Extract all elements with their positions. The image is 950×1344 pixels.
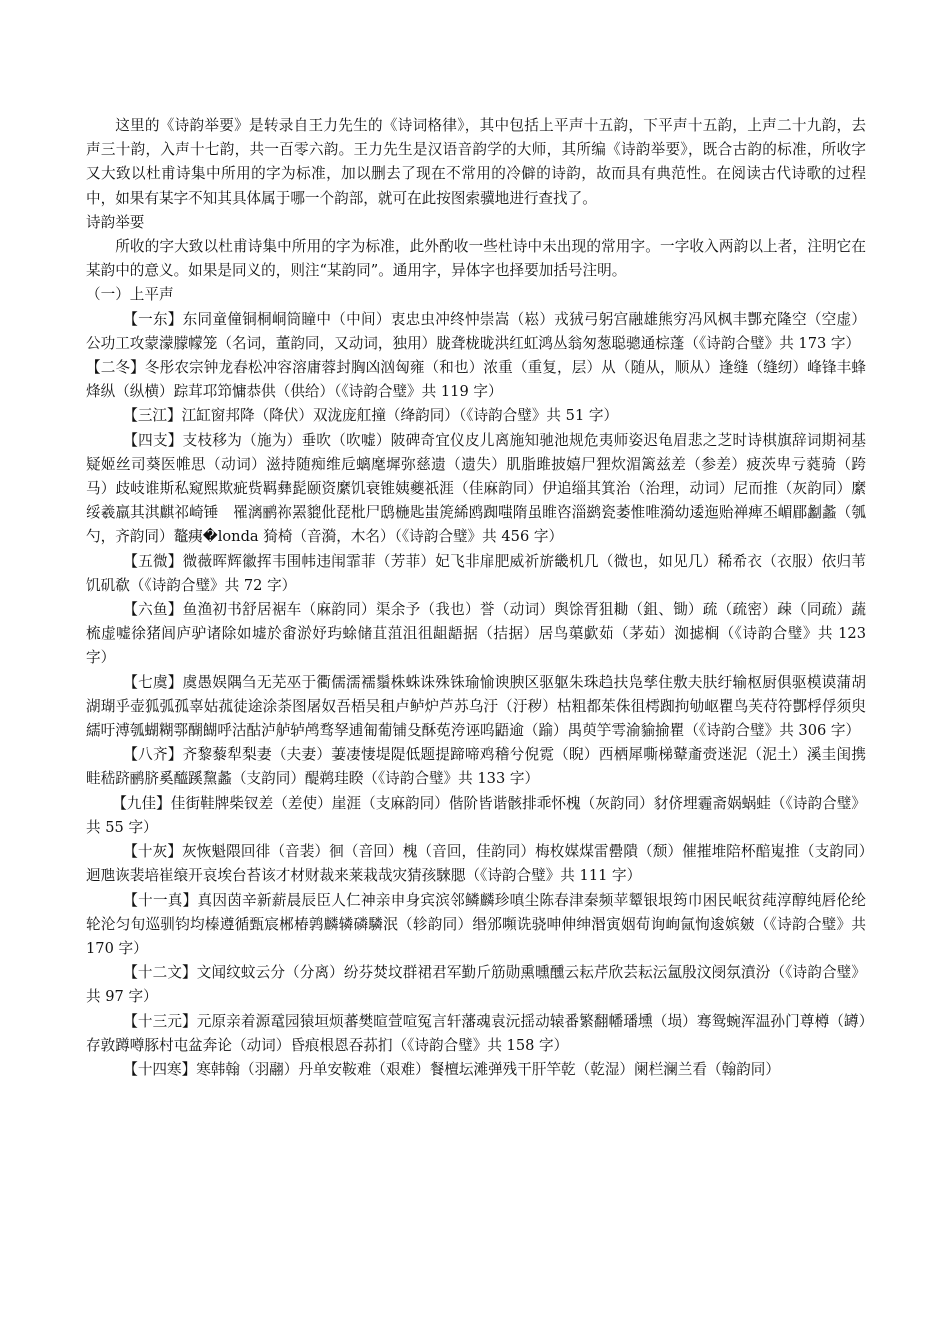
rhyme-entry-liuyu: 【六鱼】鱼渔初书舒居裾车（麻韵同）渠余予（我也）誉（动词）舆馀胥狙耡（鉏、锄）疏（疏密）疎（同疏）蔬梳虚嘘徐猪闾庐驴诸除如墟於畬淤妤玙蜍储苴菹沮徂龃龉据（拮据）居鸟蕖歔茹（茅茹）洳摅榈（《诗韵合璧》共 123 字） <box>86 601 866 667</box>
rhyme-entry-sanjiang: 【三江】江缸窗邦降（降伏）双泷庞舡撞（绛韵同）（《诗韵合璧》共 51 字） <box>123 407 619 425</box>
document-page <box>86 114 866 1082</box>
rhyme-entry-wuwei: 【五微】微薇晖辉徽挥韦围帏违闱霏菲（芳菲）妃飞非扉肥威祈旂畿机几（微也，如见几）稀希衣（衣服）依归苇饥矶欷（《诗韵合璧》共 72 字） <box>86 552 866 594</box>
rhyme-entry-shiyizhen: 【十一真】真因茵辛新薪晨辰臣人仁神亲申身宾滨邻鳞麟珍嗔尘陈春津秦频苹颦银垠筠巾困民岷贫莼淳醇纯唇伦纶轮沦匀旬巡驯钧均榛遵循甄宸郴椿鹑麟辚磷驎泯（轸韵同）缗邠嚬诜骁呻伸绅湣寅姻荀询峋氤恂逡嫔皴（《诗韵合璧》共 170 字） <box>86 891 866 957</box>
rhyme-entry-shisihan: 【十四寒】寒韩翰（羽翮）丹单安鞍难（艰难）餐檀坛滩弹残干肝竿乾（乾湿）阑栏澜兰看（翰韵同） <box>123 1060 780 1078</box>
section-title: 诗韵举要 <box>86 213 145 231</box>
rhyme-entry-jiujia: 【九佳】佳街鞋牌柴钗差（差使）崖涯（支麻韵同）偕阶皆谐骸排乖怀槐（灰韵同）豺侪埋霾斋娲蜗蛙（《诗韵合璧》共 55 字） <box>86 794 866 836</box>
rhyme-entry-shisanyuan: 【十三元】元原亲着源鼋园猿垣烦蕃樊暄萱喧冤言轩藩魂袁沅揺动辕番繁翻幡璠壎（埙）骞鸳蜿浑温孙门尊樽（罇）存敦蹲噂豚村屯盆奔论（动词）昏痕根恩吞荪扪（《诗韵合璧》共 158 字） <box>86 1012 866 1054</box>
rhyme-entry-yidong: 【一东】东同童僮铜桐峒筒瞳中（中间）衷忠虫冲终忡崇嵩（崧）戎狨弓躬宫融雄熊穷冯风枫丰酆充隆空（空虚）公功工攻蒙濛朦幪笼（名词，董韵同，又动词，独用）胧聋栊昽洪红虹鸿丛翁匆葱聪骢通棕蓬（《诗韵合璧》共 173 字） <box>86 310 866 352</box>
note-paragraph: 所收的字大致以杜甫诗集中所用的字为标准，此外酌收一些杜诗中未出现的常用字。一字收入两韵以上者，注明它在某韵中的意义。如果是同义的，则注“某韵同”。通用字，异体字也择要加括号注明。 <box>86 238 866 280</box>
rhyme-entry-qiyu: 【七虞】虞愚娱隅刍无芜巫于衢儒濡襦鬚株蛛诛殊铢瑜愉谀腴区驱躯朱珠趋扶凫孳住敷夫肤纡输枢厨俱驱模谟蒲胡湖瑚乎壶狐弧孤辜姑菰徒途涂荼图屠奴吾梧吴租卢鲈炉芦苏乌汙（汙秽）枯粗都茱侏徂樗踟拘劬岖瞿鸟芙苻符酆桴俘须臾繻吁溥瓠蝴糊鄠醐餬呼沽酤泸舻轳鸬骛孥逋匍葡铺殳酥莬洿诬呜鼯逾（踰）禺萸竽雩渝貐揄瞿（《诗韵合璧》共 306 字） <box>86 673 866 740</box>
rhyme-entry-sizhi: 【四支】支枝移为（施为）垂吹（吹嘘）陂碑奇宜仪皮儿离施知驰池规危夷师姿迟龟眉悲之芝时诗棋旗辞词期祠基疑姬丝司葵医帷思（动词）滋持随痴维卮螭麾墀弥慈遗（遗失）肌脂雎披嬉尸狸炊湄篱兹差（参差）疲茨卑亏蕤骑（跨马）歧岐谁斯私窥熙欺疵赀羁彝髭颐资縻饥衰锥姨夔祇涯（佳麻韵同）伊追缁其箕治（治理，动词）尼而推（灰韵同）縻绥羲羸其淇麒祁崎锤 罹漓鹂祢罴貔仳琵枇尸鸱椸匙蚩箎絺鸥踟嗤隋虽睢咨淄鹚瓷萎惟唯漪幼逶迤贻禅痺丕嵋郿劙蠡（瓠勺，齐韵同）鼇痍�londa 猗椅（音漪，木名）（《诗韵合璧》共 456 字） <box>86 431 866 546</box>
rhyme-entry-erdong: 【二冬】冬彤农宗钟龙舂松冲容溶庸蓉封胸凶汹匈雍（和也）浓重（重复，层）从（随从，顺从）逢缝（缝纫）峰锋丰蜂烽纵（纵横）踪茸邛笻慵恭供（供给）（《诗韵合璧》共 119 字） <box>86 359 866 401</box>
subsection-title: （一）上平声 <box>86 286 174 304</box>
rhyme-entry-baqi: 【八齐】齐黎藜犁梨妻（夫妻）萋凄悽堤隄低题提蹄啼鸡稽兮倪霓（睨）西栖犀嘶梯鼙齑赍迷泥（泥土）溪圭闺携畦嵇跻鹂脐奚醯蹊黧蠡（支韵同）醍鹈珪睽（《诗韵合璧》共 133 字） <box>86 746 866 788</box>
rhyme-entry-shihui: 【十灰】灰恢魁隈回徘（音裴）徊（音回）槐（音回，佳韵同）梅枚媒煤雷罍隤（颓）催摧堆陪杯醅嵬推（支韵同）迴虺诙裴培崔缞开哀埃台苔该才材财裁来莱栽哉灾猜孩騋腮（《诗韵合璧》共 111 字） <box>86 843 866 885</box>
intro-paragraph: 这里的《诗韵举要》是转录自王力先生的《诗词格律》，其中包括上平声十五韵，下平声十五韵，上声二十九韵，去声三十韵，入声十七韵，共一百零六韵。王力先生是汉语音韵学的大师，其所编《诗韵举要》，既合古韵的标准，所收字又大致以杜甫诗集中所用的字为标准，加以删去了现在不常用的冷僻的诗韵，故而具有典范性。在阅读古代诗歌的过程中，如果有某字不知其具体属于哪一个韵部，就可在此按图索骥地进行查找了。 <box>86 117 866 207</box>
rhyme-entry-shierwen: 【十二文】文闻纹蚊云分（分离）纷芬焚坟群裙君军勤斤筋勋熏曛醺云耘芹欣芸耘沄氲殷汶阌氛濆汾（《诗韵合璧》共 97 字） <box>86 964 866 1006</box>
